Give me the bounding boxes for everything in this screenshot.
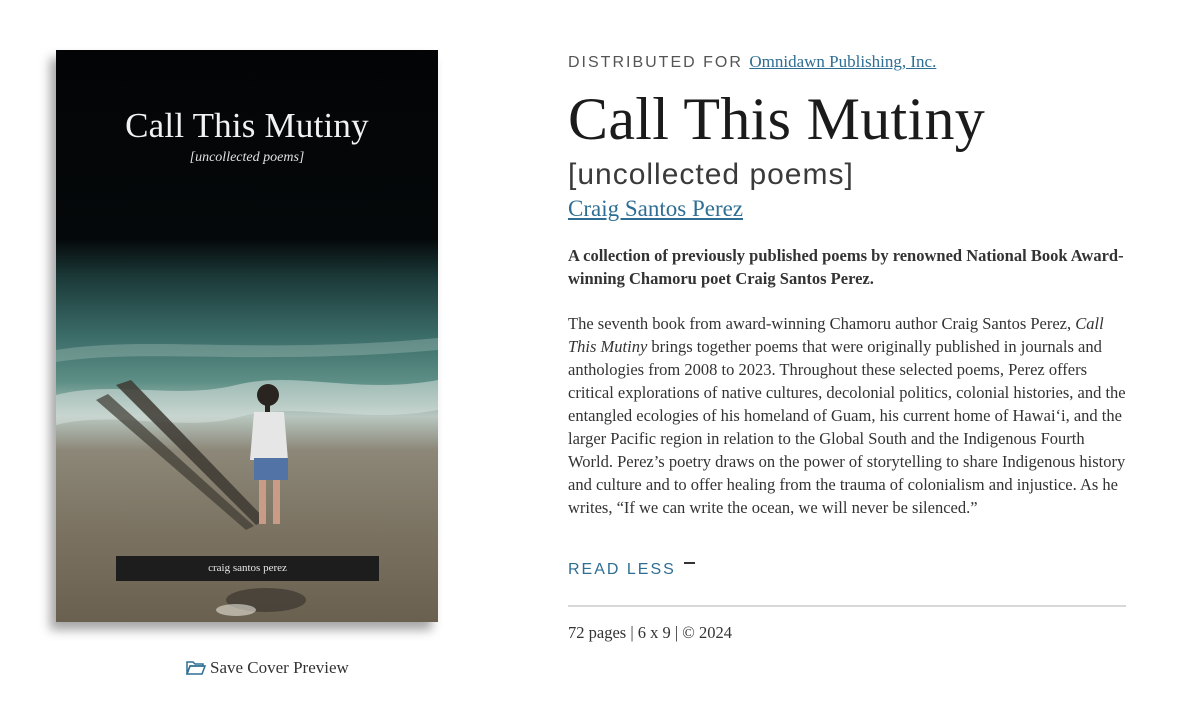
author-link[interactable]: Craig Santos Perez bbox=[568, 196, 744, 221]
book-specs: 72 pages | 6 x 9 | © 2024 bbox=[568, 623, 732, 642]
read-less-label: READ LESS bbox=[568, 561, 676, 578]
folder-open-icon bbox=[186, 660, 206, 676]
description-italic-title: Call This Mutiny bbox=[568, 314, 1104, 356]
book-cover bbox=[56, 50, 438, 622]
save-cover-label: Save Cover Preview bbox=[210, 658, 349, 677]
description-lead: The seventh book from award-winning Chamoru author Craig Santos Perez, bbox=[568, 314, 1072, 333]
save-cover-preview-button[interactable] bbox=[186, 658, 349, 678]
minus-icon bbox=[684, 562, 695, 564]
book-description bbox=[568, 312, 1128, 519]
book-blurb: A collection of previously published poems by renowned National Book Award-winning Chamoru poet Craig Santos Perez. bbox=[568, 246, 1124, 288]
cover-subtitle: [uncollected poems] bbox=[189, 150, 305, 165]
cover-title: Call This Mutiny bbox=[125, 106, 369, 145]
distributed-line bbox=[568, 52, 1128, 72]
divider bbox=[568, 605, 1126, 607]
read-less-button[interactable] bbox=[568, 561, 1128, 579]
book-info bbox=[568, 50, 1128, 643]
publisher-link[interactable]: Omnidawn Publishing, Inc. bbox=[749, 52, 937, 71]
cover-author-bar: craig santos perez bbox=[116, 556, 379, 581]
page-title: Call This Mutiny bbox=[568, 86, 986, 152]
book-subtitle: [uncollected poems] bbox=[568, 158, 854, 191]
description-rest: brings together poems that were originally published in journals and anthologies from 2008 to 2023. Throughout these selected poems, Perez offers critical explorations of native cultures, decolonial politics, colonial histories, and the entangled ecologies of his homeland of Guam, his current home of Hawaiʻi, and the larger Pacific region in relation to the Global South and the Indigenous Fourth World. Perez’s poetry draws on the power of storytelling to share Indigenous history and culture and to offer healing from the trauma of colonialism and injustice. As he writes, “If we can write the ocean, we will never be silenced.” bbox=[568, 337, 1126, 517]
distributed-prefix: DISTRIBUTED FOR bbox=[568, 54, 743, 71]
